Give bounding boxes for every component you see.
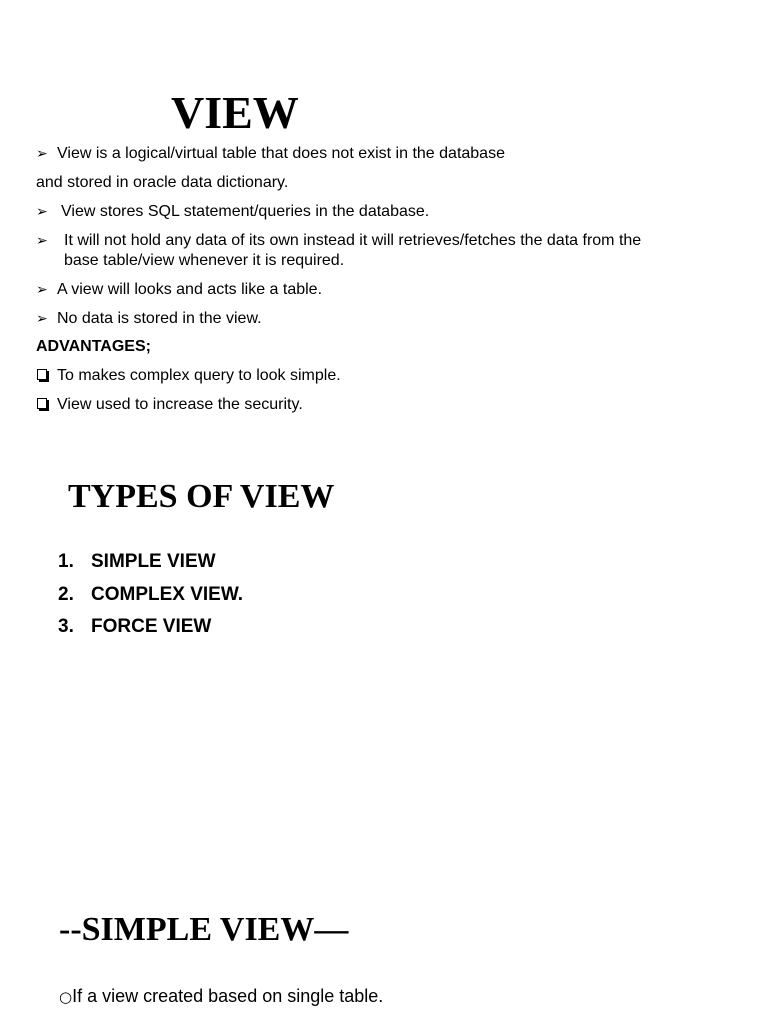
bullet-text: A view will looks and acts like a table. [57, 281, 323, 298]
advantage-text: To makes complex query to look simple. [57, 367, 341, 384]
arrow-bullet-icon: ➢ [36, 282, 48, 298]
bullet-text: base table/view whenever it is required. [64, 252, 345, 269]
types-of-view-heading: TYPES OF VIEW [68, 478, 335, 515]
list-label: COMPLEX VIEW. [91, 584, 244, 605]
bullet-text: View stores SQL statement/queries in the database. [61, 203, 430, 220]
simple-view-heading: --SIMPLE VIEW— [59, 911, 349, 948]
bullet-text: View is a logical/virtual table that does not exist in the database [57, 145, 505, 162]
advantage-text: View used to increase the security. [57, 396, 303, 413]
list-number: 2. [58, 584, 74, 605]
list-label: FORCE VIEW [91, 616, 212, 637]
arrow-bullet-icon: ➢ [36, 233, 48, 249]
page-title: VIEW [171, 87, 299, 138]
bullet-text: It will not hold any data of its own instead it will retrieves/fetches the data from the [64, 232, 642, 249]
bullet-text: No data is stored in the view. [57, 310, 262, 327]
list-number: 1. [58, 551, 74, 572]
checkbox-bullet-icon [37, 369, 47, 380]
advantages-heading: ADVANTAGES; [36, 338, 151, 355]
list-label: SIMPLE VIEW [91, 551, 216, 572]
list-number: 3. [58, 616, 74, 637]
arrow-bullet-icon: ➢ [36, 204, 48, 220]
arrow-bullet-icon: ➢ [36, 311, 48, 327]
circle-bullet-icon: ○ [59, 988, 73, 1006]
arrow-bullet-icon: ➢ [36, 146, 48, 162]
simple-view-point [59, 985, 383, 1008]
bullet-text: and stored in oracle data dictionary. [36, 174, 289, 191]
checkbox-bullet-icon [37, 398, 47, 409]
point-text: If a view created based on single table. [72, 986, 384, 1006]
